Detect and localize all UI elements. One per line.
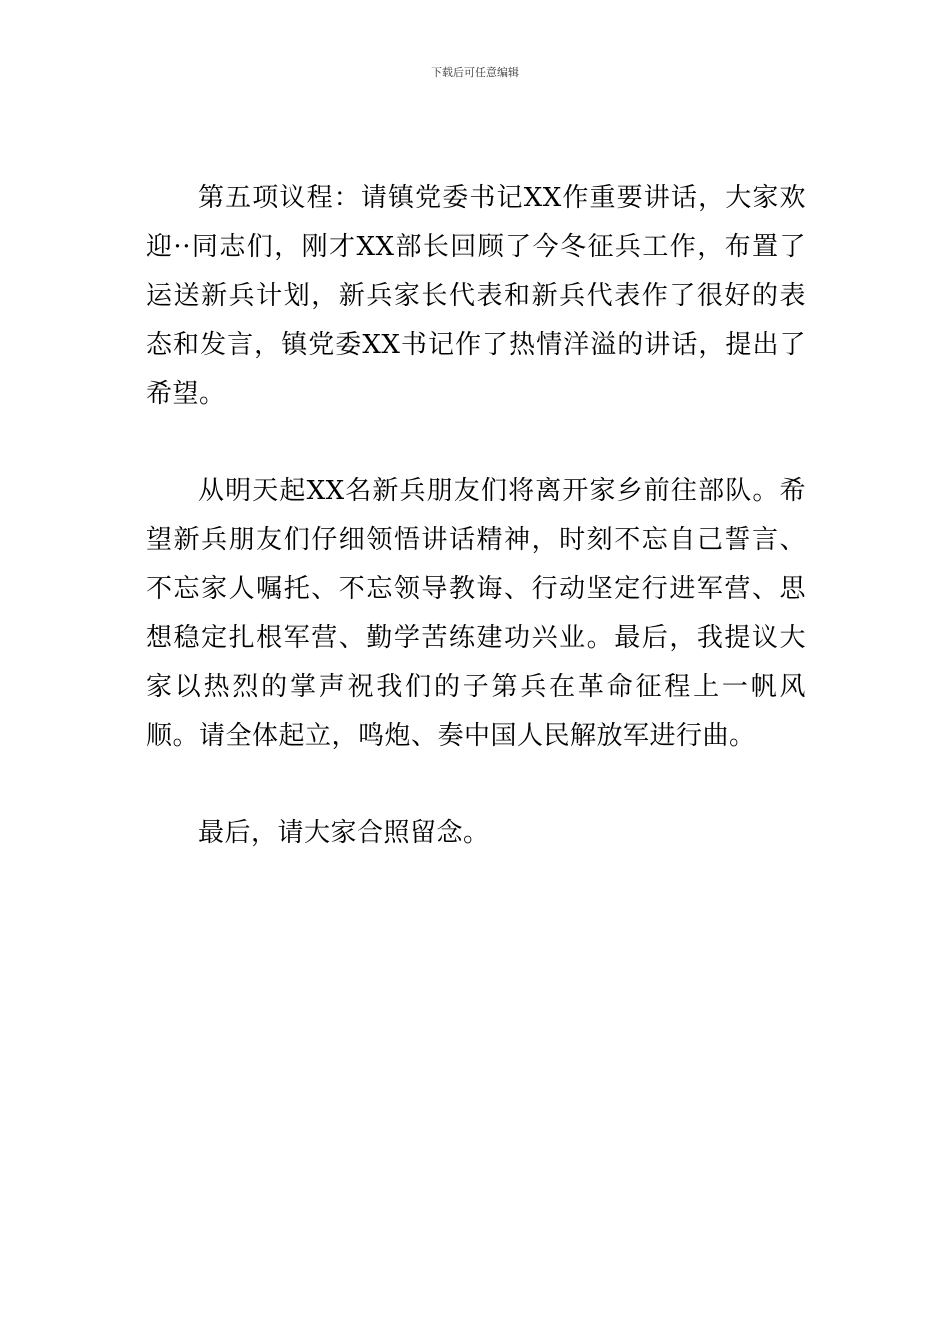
paragraph-send-off-speech: 从明天起XX名新兵朋友们将离开家乡前往部队。希望新兵朋友们仔细领悟讲话精神，时刻不忘自己誓言、不忘家人嘱托、不忘领导教诲、行动坚定行进军营、思想稳定扎根军营、勤学苦练建功兴业。最后，我提议大家以热烈的掌声祝我们的子第兵在革命征程上一帆风顺。请全体起立，鸣炮、奏中国人民解放军进行曲。 — [146, 476, 806, 751]
page-header: 下载后可任意编辑 — [431, 66, 519, 79]
paragraph-group-photo: 最后，请大家合照留念。 — [198, 818, 490, 848]
paragraph-agenda-item-five: 第五项议程：请镇党委书记XX作重要讲话，大家欢迎··同志们，刚才XX部长回顾了今冬征兵工作，布置了运送新兵计划，新兵家长代表和新兵代表作了很好的表态和发言，镇党委XX书记作了热情洋溢的讲话，提出了希望。 — [146, 183, 806, 409]
document-body — [146, 174, 806, 858]
